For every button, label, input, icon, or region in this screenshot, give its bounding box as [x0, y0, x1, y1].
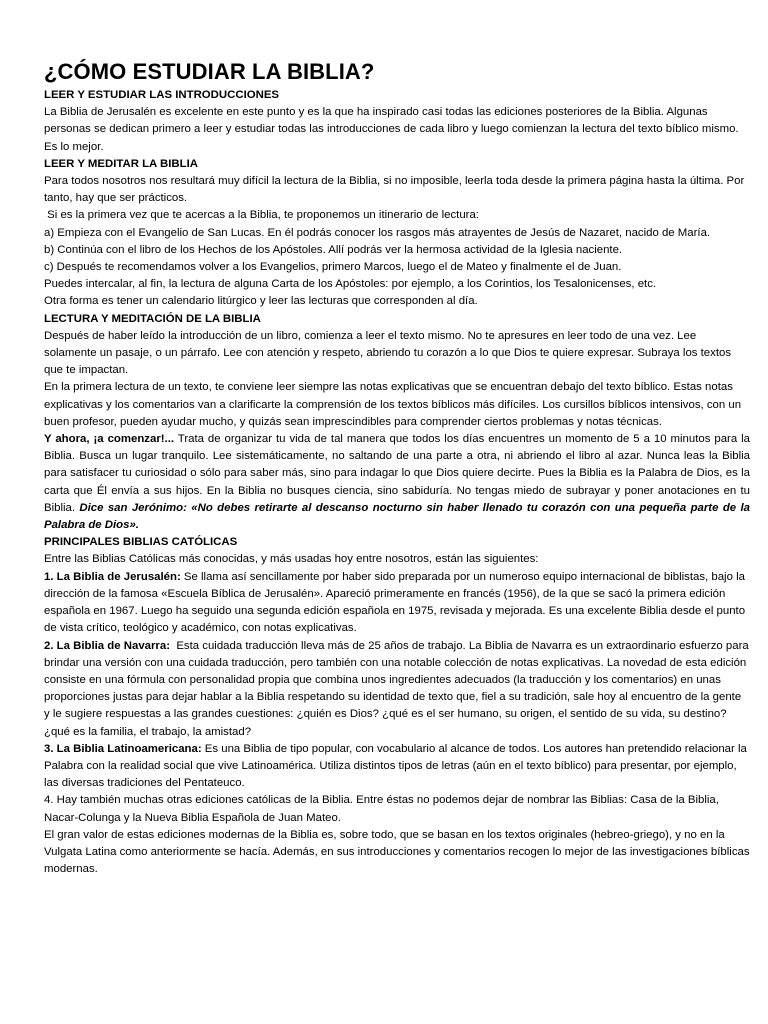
- paragraph: La Biblia de Jerusalén es excelente en este punto y es la que ha inspirado casi todas las ediciones posteriores de la Biblia. Algunas personas se dedican primero a leer y estudiar todas las introducciones de cada libro y luego comienzan la lectura del texto bíblico mismo. Es lo mejor.: [44, 106, 739, 153]
- list-item: b) Continúa con el libro de los Hechos de los Apóstoles. Allí podrás ver la hermosa actividad de la Iglesia naciente.: [44, 243, 623, 256]
- list-item-jerusalen: [44, 569, 750, 638]
- paragraph: Después de haber leído la introducción de un libro, comienza a leer el texto mismo. No te apresures en leer todo de una vez. Lee solamente un pasaje, o un párrafo. Lee con atención y respeto, abriendo tu corazón a lo que Dios te quiere expresar. Subraya los textos que te impactan.: [44, 329, 732, 377]
- paragraph: Puedes intercalar, al fin, la lectura de alguna Carta de los Apóstoles: por ejemplo, a los Corintios, los Tesalonicenses, etc.: [44, 278, 657, 291]
- list-item-latinoamericana: [44, 741, 750, 793]
- paragraph: Para todos nosotros nos resultará muy difícil la lectura de la Biblia, si no imposible, leerla toda desde la primera página hasta la última. Por tanto, hay que ser prácticos.: [44, 175, 745, 205]
- list-item-otras: 4. Hay también muchas otras ediciones católicas de la Biblia. Entre éstas no podemos dejar de nombrar las Biblias: Casa de la Biblia, Nacar-Colunga y la Nueva Biblia Española de Juan Mateo.: [44, 794, 719, 824]
- list-item: a) Empieza con el Evangelio de San Lucas. En él podrás conocer los rasgos más atrayentes de Jesús de Nazaret, nacido de María.: [44, 226, 711, 239]
- list-item-navarra: [44, 638, 750, 741]
- document-page: [44, 58, 750, 878]
- item-lead: 3. La Biblia Latinoamericana:: [44, 742, 202, 755]
- item-body: Se llama así sencillamente por haber sido preparada por un numeroso equipo internacional de biblistas, bajo la dirección de la famosa «Escuela Bíblica de Jerusalén». Apareció primeramente en francés (1956), de la que se sacó la primera edición española en 1967. Luego ha seguido una segunda edición española en 1975, revisada y mejorada. Es una excelente Biblia desde el punto de vista crítico, teológico y académico, con notas explicativas.: [44, 570, 746, 635]
- list-item: c) Después te recomendamos volver a los Evangelios, primero Marcos, luego el de Mateo y finalmente el de Juan.: [44, 261, 622, 274]
- section-heading-biblias: PRINCIPALES BIBLIAS CATÓLICAS: [44, 536, 238, 549]
- section-heading-meditar: LEER Y MEDITAR LA BIBLIA: [44, 157, 198, 170]
- paragraph-closing: El gran valor de estas ediciones modernas de la Biblia es, sobre todo, que se basan en los textos originales (hebreo-griego), y no en la Vulgata Latina como anteriormente se hacía. Además, en sus introducciones y comentarios recogen lo mejor de las investigaciones bíblicas modernas.: [44, 828, 750, 876]
- bold-lead: Y ahora, ¡a comenzar!...: [44, 433, 175, 446]
- section-heading-introducciones: LEER Y ESTUDIAR LAS INTRODUCCIONES: [44, 89, 280, 101]
- item-body: Es una Biblia de tipo popular, con vocabulario al alcance de todos. Los autores han pretendido relacionar la Palabra con la realidad social que vive Latinoamérica. Utiliza distintos tipos de letras (aún en el texto bíblico) para presentar, por ejemplo, las diversas tradiciones del Pentateuco.: [44, 742, 747, 790]
- jeronimo-quote: Dice san Jerónimo: «No debes retirarte al descanso nocturno sin haber llenado tu corazón con una pequeña parte de la Palabra de Dios».: [44, 501, 750, 532]
- paragraph: En la primera lectura de un texto, te conviene leer siempre las notas explicativas que se encuentran debajo del texto bíblico. Estas notas explicativas y los comentarios van a clarificarte la comprensión de los textos bíblicos más difíciles. Los cursillos bíblicos intensivos, con un buen profesor, pueden ayudar mucho, y quizás sean imprescindibles para comprender ciertos problemas y notas técnicas.: [44, 381, 742, 428]
- section-heading-lectura: LECTURA Y MEDITACIÓN DE LA BIBLIA: [44, 312, 261, 325]
- paragraph: Entre las Biblias Católicas más conocidas, y más usadas hoy entre nosotros, están las siguientes:: [44, 553, 539, 566]
- paragraph-body: Trata de organizar tu vida de tal manera que todos los días encuentres un momento de 5 a 10 minutos para la Biblia. Busca un lugar tranquilo. Lee sistemáticamente, no saltando de una parte a otra, ni abriendo el libro al azar. Nunca leas la Biblia para satisfacer tu curiosidad o sólo para saber más, sino para indagar lo que Dios quiere decirte. Pues la Biblia es la Palabra de Dios, es la carta que Él envía a sus hijos. En la Biblia no busques ciencia, sino sabiduría. No tengas miedo de subrayar y poner anotaciones en tu Biblia.: [44, 433, 750, 514]
- paragraph: Si es la primera vez que te acercas a la Biblia, te proponemos un itinerario de lectura:: [44, 209, 479, 222]
- item-body: Esta cuidada traducción lleva más de 25 años de trabajo. La Biblia de Navarra es un extraordinario esfuerzo para brindar una versión con una cuidada traducción, pero también con una notable colección de notas explicativas. La novedad de esta edición consiste en una fórmula con personalidad propia que combina unos ingredientes adecuados (la traducción y los comentarios) en unas proporciones justas para dejar hablar a la Biblia respetando su identidad de texto que, fiel a su tradición, sale hoy al encuentro de la gente y le sugiere respuestas a las grandes cuestiones: ¿quién es Dios? ¿qué es el ser humano, su origen, el sentido de su vida, su destino? ¿qué es la familia, el trabajo, la amistad?: [44, 639, 752, 738]
- item-lead: 1. La Biblia de Jerusalén:: [44, 570, 181, 583]
- page-title: ¿CÓMO ESTUDIAR LA BIBLIA?: [44, 59, 375, 84]
- paragraph: Otra forma es tener un calendario litúrgico y leer las lecturas que corresponden al día.: [44, 295, 478, 308]
- paragraph-comenzar: [44, 431, 750, 534]
- item-lead: 2. La Biblia de Navarra:: [44, 639, 170, 652]
